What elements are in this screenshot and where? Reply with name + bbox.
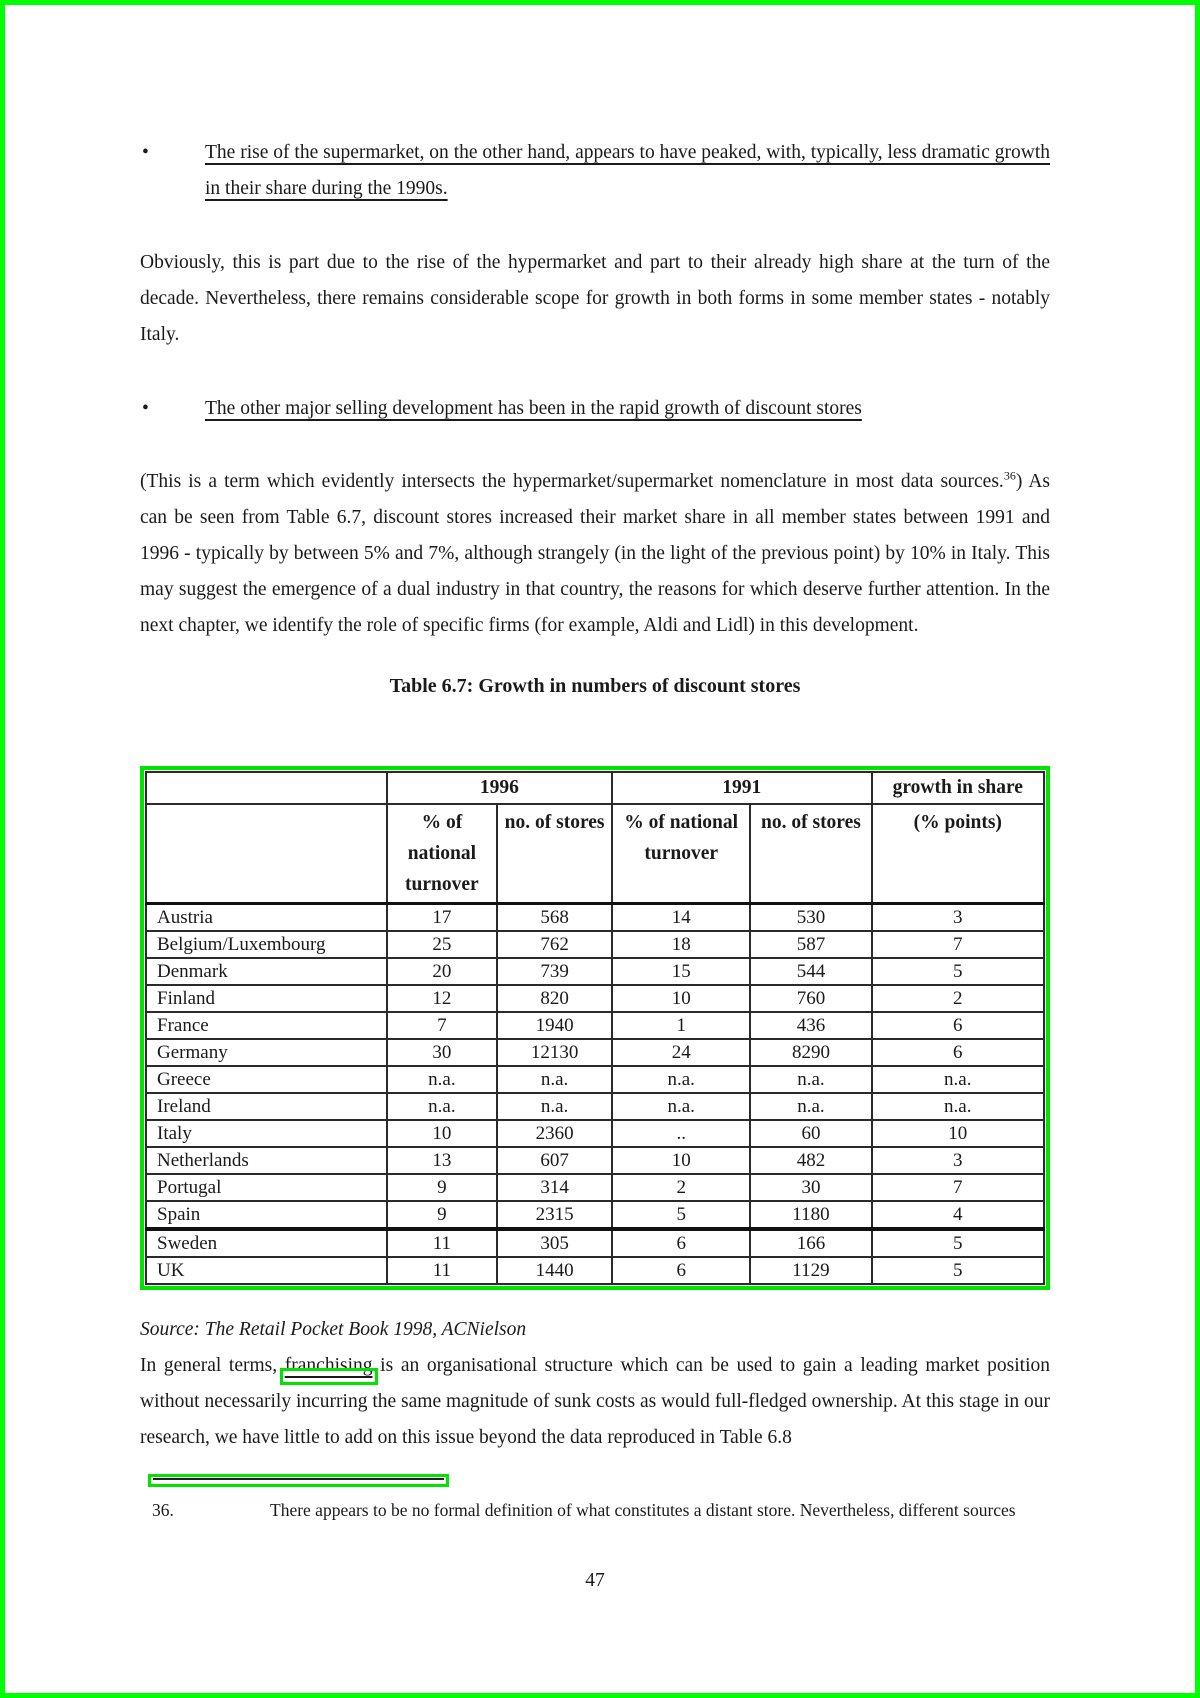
table-row [146,958,1044,985]
table-row [146,1201,1044,1229]
value-cell: 762 [497,931,612,958]
page-number: 47 [585,1570,605,1591]
value-cell: 5 [872,958,1044,985]
table-row [146,1229,1044,1257]
franchising-highlight[interactable]: franchising [284,1355,373,1376]
value-cell: 314 [497,1174,612,1201]
country-cell: Greece [146,1066,387,1093]
value-cell: 18 [612,931,750,958]
value-cell: 9 [387,1174,497,1201]
footnote-number: 36. [152,1500,174,1520]
value-cell: n.a. [872,1093,1044,1120]
year-1996-header: 1996 [387,772,612,804]
value-cell: 1940 [497,1012,612,1039]
country-cell: Spain [146,1201,387,1229]
value-cell: n.a. [387,1066,497,1093]
table-row [146,1012,1044,1039]
table-row [146,1257,1044,1284]
value-cell: 24 [612,1039,750,1066]
value-cell: 9 [387,1201,497,1229]
bullet-icon: • [142,398,149,419]
value-cell: n.a. [497,1066,612,1093]
col-header: % of national turnover [612,804,750,904]
value-cell: 20 [387,958,497,985]
table-row [146,1174,1044,1201]
table-row [146,1147,1044,1174]
value-cell: n.a. [872,1066,1044,1093]
value-cell: 6 [612,1257,750,1284]
value-cell: 820 [497,985,612,1012]
value-cell: 739 [497,958,612,985]
country-cell: Finland [146,985,387,1012]
value-cell: 166 [750,1229,871,1257]
value-cell: n.a. [387,1093,497,1120]
country-cell: Denmark [146,958,387,985]
value-cell: 2315 [497,1201,612,1229]
value-cell: 587 [750,931,871,958]
value-cell: 7 [872,931,1044,958]
value-cell: 15 [612,958,750,985]
paragraph-text: is an organisational structure which can be used to gain a leading market position without necessarily incurring the same magnitude of sunk costs as would full-fledged ownership. At this stage in our research, we have little to add on this issue beyond the data reproduced in Table 6.8 [140,1355,1050,1448]
country-cell: Italy [146,1120,387,1147]
value-cell: n.a. [497,1093,612,1120]
paragraph-text: ) As can be seen from Table 6.7, discount stores increased their market share in all member states between 1991 and 1996 - typically by between 5% and 7%, although strangely (in the light of the previous point) by 10% in Italy. This may suggest the emergence of a dual industry in that country, the reasons for which deserve further attention. In the next chapter, we identify the role of specific firms (for example, Aldi and Lidl) in this development. [140,471,1050,636]
value-cell: 2 [872,985,1044,1012]
value-cell: 11 [387,1257,497,1284]
value-cell: 6 [612,1229,750,1257]
footnote-36 [140,1495,1050,1525]
bullet-icon: • [142,142,149,163]
table-row [146,904,1044,932]
value-cell: 1 [612,1012,750,1039]
col-header: no. of stores [497,804,612,904]
country-cell: Sweden [146,1229,387,1257]
value-cell: n.a. [612,1066,750,1093]
value-cell: 5 [872,1229,1044,1257]
value-cell: 436 [750,1012,871,1039]
growth-header: growth in share [872,772,1044,804]
value-cell: 10 [387,1120,497,1147]
value-cell: 7 [387,1012,497,1039]
footnote-separator-line [153,1478,444,1480]
country-cell: Austria [146,904,387,932]
footnote-reference: 36 [1003,468,1016,483]
value-cell: 1180 [750,1201,871,1229]
year-1991-header: 1991 [612,772,872,804]
empty-header-cell [146,804,387,904]
table-row [146,1120,1044,1147]
value-cell: 12 [387,985,497,1012]
value-cell: 2 [612,1174,750,1201]
value-cell: 30 [387,1039,497,1066]
value-cell: n.a. [750,1066,871,1093]
value-cell: 60 [750,1120,871,1147]
value-cell: 14 [612,904,750,932]
table-highlight-box [140,766,1050,1290]
paragraph-hypermarket: Obviously, this is part due to the rise of the hypermarket and part to their already high share at the turn of the decade. Nevertheless, there remains considerable scope for growth in both forms in some member states - notably Italy. [140,252,1050,345]
value-cell: 30 [750,1174,871,1201]
table-subheader-row [146,804,1044,904]
footnote-separator-highlight-box [148,1474,449,1487]
value-cell: 760 [750,985,871,1012]
value-cell: 544 [750,958,871,985]
value-cell: n.a. [612,1093,750,1120]
value-cell: 6 [872,1039,1044,1066]
paragraph-discount-stores [140,464,1050,644]
value-cell: n.a. [750,1093,871,1120]
table-source: Source: The Retail Pocket Book 1998, ACNielson [140,1319,527,1340]
value-cell: 1129 [750,1257,871,1284]
paragraph-text: (This is a term which evidently intersects the hypermarket/supermarket nomenclature in most data sources. [140,471,1004,492]
value-cell: 482 [750,1147,871,1174]
table-row [146,931,1044,958]
value-cell: 3 [872,1147,1044,1174]
value-cell: 3 [872,904,1044,932]
value-cell: 305 [497,1229,612,1257]
value-cell: 25 [387,931,497,958]
country-cell: Ireland [146,1093,387,1120]
paragraph-text: In general terms, [140,1355,285,1376]
value-cell: 1440 [497,1257,612,1284]
value-cell: 13 [387,1147,497,1174]
value-cell: 10 [612,1147,750,1174]
value-cell: 12130 [497,1039,612,1066]
bullet-text: The rise of the supermarket, on the other hand, appears to have peaked, with, typically, less dramatic growth in their share during the 1990s. [205,142,1050,199]
table-body [146,904,1044,1285]
page-content [5,5,1195,1599]
table-row [146,1039,1044,1066]
discount-stores-table [145,771,1045,1285]
col-header: (% points) [872,804,1044,904]
country-cell: Belgium/Luxembourg [146,931,387,958]
value-cell: 2360 [497,1120,612,1147]
table-year-header-row [146,772,1044,804]
value-cell: 10 [612,985,750,1012]
value-cell: 10 [872,1120,1044,1147]
col-header: no. of stores [750,804,871,904]
country-cell: Germany [146,1039,387,1066]
empty-header-cell [146,772,387,804]
table-row [146,1066,1044,1093]
paragraph-franchising [140,1348,1050,1456]
country-cell: France [146,1012,387,1039]
value-cell: 7 [872,1174,1044,1201]
table-row [146,985,1044,1012]
bullet-text: The other major selling development has been in the rapid growth of discount stores [205,398,862,419]
value-cell: 11 [387,1229,497,1257]
value-cell: 5 [872,1257,1044,1284]
value-cell: 4 [872,1201,1044,1229]
value-cell: 607 [497,1147,612,1174]
footnote-text: There appears to be no formal definition of what constitutes a distant store. Nevertheless, different sources [270,1500,1016,1520]
bullet-item-discount-stores [140,391,1050,427]
value-cell: 5 [612,1201,750,1229]
country-cell: Netherlands [146,1147,387,1174]
bullet-item-supermarket [140,135,1050,207]
table-caption: Table 6.7: Growth in numbers of discount stores [389,675,801,697]
country-cell: UK [146,1257,387,1284]
value-cell: 530 [750,904,871,932]
value-cell: 17 [387,904,497,932]
value-cell: 568 [497,904,612,932]
col-header: % of national turnover [387,804,497,904]
value-cell: .. [612,1120,750,1147]
table-row [146,1093,1044,1120]
value-cell: 6 [872,1012,1044,1039]
country-cell: Portugal [146,1174,387,1201]
value-cell: 8290 [750,1039,871,1066]
